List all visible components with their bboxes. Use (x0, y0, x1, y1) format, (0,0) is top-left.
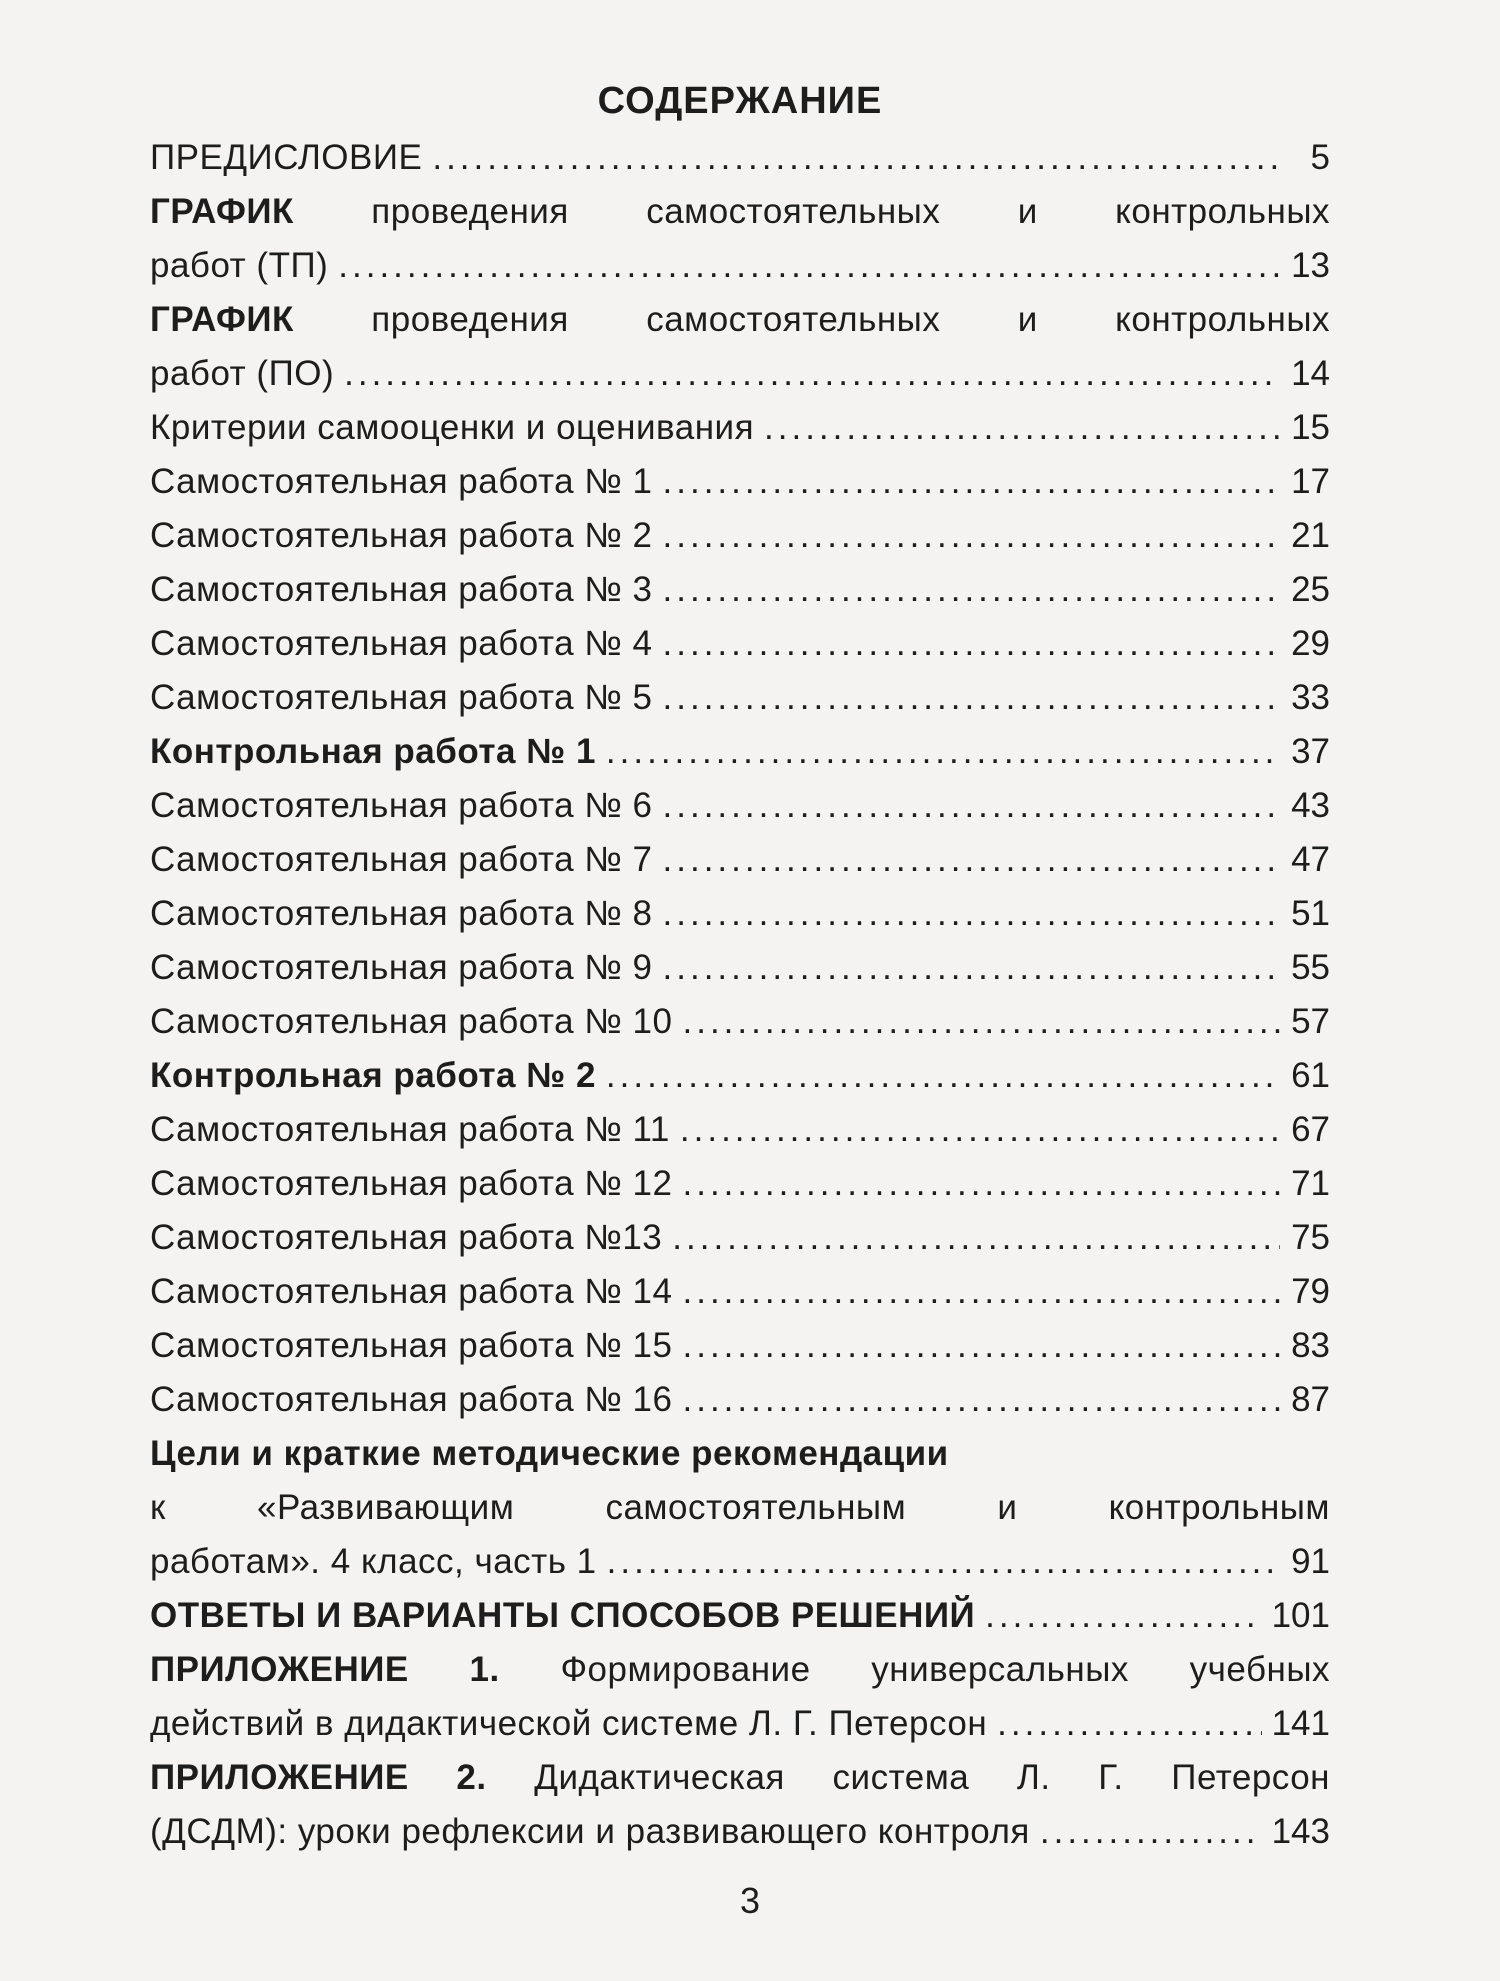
toc-page-number: 143 (1271, 1812, 1330, 1851)
dot-leader (683, 1373, 1281, 1427)
toc-page-number: 15 (1291, 408, 1330, 447)
dot-leader (663, 617, 1280, 671)
toc-entry-label: Самостоятельная работа № 12 (150, 1164, 673, 1203)
toc-page-number: 51 (1291, 894, 1330, 933)
table-of-contents (150, 80, 1330, 1859)
toc-entry-label: действий в дидактической системе Л. Г. Петерсон (150, 1704, 988, 1743)
toc-entry-label: Самостоятельная работа № 1 (150, 462, 653, 501)
toc-entry-heading: ПРИЛОЖЕНИЕ 1. (150, 1650, 500, 1689)
toc-entry-label: Самостоятельная работа № 3 (150, 570, 653, 609)
dot-leader (606, 725, 1280, 779)
toc-entry[interactable] (150, 509, 1330, 563)
toc-page-number: 67 (1291, 1110, 1330, 1149)
toc-entry[interactable] (150, 941, 1330, 995)
toc-title: СОДЕРЖАНИЕ (597, 80, 883, 122)
dot-leader (764, 401, 1280, 455)
toc-entry[interactable] (150, 1319, 1330, 1373)
toc-entry-label: Самостоятельная работа №13 (150, 1218, 663, 1257)
dot-leader (432, 131, 1280, 185)
dot-leader (607, 1535, 1280, 1589)
toc-page-number: 87 (1291, 1380, 1330, 1419)
toc-page-number: 57 (1291, 1002, 1330, 1041)
dot-leader (997, 1697, 1261, 1751)
toc-entry-label: ОТВЕТЫ И ВАРИАНТЫ СПОСОБОВ РЕШЕНИЙ (150, 1596, 976, 1635)
toc-entry[interactable] (150, 833, 1330, 887)
dot-leader (663, 671, 1280, 725)
toc-page-number: 29 (1291, 624, 1330, 663)
toc-entry[interactable] (150, 563, 1330, 617)
toc-page-number: 33 (1291, 678, 1330, 717)
dot-leader (338, 239, 1280, 293)
toc-entry[interactable] (150, 401, 1330, 455)
toc-entry[interactable] (150, 671, 1330, 725)
toc-entry-label: (ДСДМ): уроки рефлексии и развивающего контроля (150, 1812, 1030, 1851)
toc-entry[interactable] (150, 131, 1330, 185)
toc-entry[interactable] (150, 1427, 1330, 1589)
toc-page-number: 55 (1291, 948, 1330, 987)
toc-entry-text: проведения самостоятельных и контрольных (293, 300, 1330, 339)
toc-entry-label: Самостоятельная работа № 8 (150, 894, 653, 933)
toc-entry[interactable] (150, 725, 1330, 779)
toc-entry-label: Контрольная работа № 1 (150, 732, 596, 771)
toc-entry-label: Самостоятельная работа № 2 (150, 516, 653, 555)
toc-entry[interactable] (150, 887, 1330, 941)
toc-entry-label: работам». 4 класс, часть 1 (150, 1542, 597, 1581)
dot-leader (683, 1157, 1281, 1211)
toc-page-number: 91 (1291, 1542, 1330, 1581)
toc-entry-text: проведения самостоятельных и контрольных (293, 192, 1330, 231)
toc-entry-label: работ (ТП) (150, 246, 329, 285)
dot-leader (672, 1211, 1280, 1265)
toc-entry-label: Самостоятельная работа № 5 (150, 678, 653, 717)
toc-entry-heading: Цели и краткие методические рекомендации (150, 1434, 949, 1473)
toc-entry[interactable] (150, 995, 1330, 1049)
dot-leader (663, 941, 1280, 995)
dot-leader (1040, 1805, 1262, 1859)
page-number: 3 (739, 1880, 761, 1921)
dot-leader (663, 833, 1280, 887)
toc-entry[interactable] (150, 617, 1330, 671)
dot-leader (344, 347, 1280, 401)
dot-leader (663, 509, 1280, 563)
toc-entry[interactable] (150, 1751, 1330, 1859)
dot-leader (683, 995, 1281, 1049)
toc-page-number: 5 (1310, 138, 1330, 177)
toc-entry-label: Самостоятельная работа № 15 (150, 1326, 673, 1365)
toc-entry-label: работ (ПО) (150, 354, 335, 393)
toc-entry-label: Самостоятельная работа № 9 (150, 948, 653, 987)
toc-entry[interactable] (150, 185, 1330, 293)
toc-entry-heading: ГРАФИК (150, 300, 294, 339)
toc-entry[interactable] (150, 1211, 1330, 1265)
toc-page-number: 61 (1291, 1056, 1330, 1095)
toc-entry-label: Самостоятельная работа № 11 (150, 1110, 670, 1149)
toc-entry-label: Самостоятельная работа № 14 (150, 1272, 673, 1311)
toc-page-number: 83 (1291, 1326, 1330, 1365)
toc-entry[interactable] (150, 779, 1330, 833)
dot-leader (663, 455, 1280, 509)
toc-page-number: 71 (1291, 1164, 1330, 1203)
dot-leader (683, 1265, 1281, 1319)
toc-entry-label: Самостоятельная работа № 16 (150, 1380, 673, 1419)
dot-leader (663, 563, 1280, 617)
toc-entry-label: Самостоятельная работа № 7 (150, 840, 653, 879)
toc-entry-heading: ПРИЛОЖЕНИЕ 2. (150, 1758, 487, 1797)
toc-entry-text: Формирование универсальных учебных (499, 1650, 1330, 1689)
dot-leader (683, 1319, 1281, 1373)
toc-entry-label: Самостоятельная работа № 10 (150, 1002, 673, 1041)
toc-page-number: 13 (1291, 246, 1330, 285)
dot-leader (663, 887, 1280, 941)
toc-page-number: 47 (1291, 840, 1330, 879)
dot-leader (663, 779, 1280, 833)
toc-page-number: 141 (1271, 1704, 1330, 1743)
toc-entry-label: ПРЕДИСЛОВИЕ (150, 138, 423, 177)
toc-entry-text: Дидактическая система Л. Г. Петерсон (486, 1758, 1330, 1797)
toc-page-number: 37 (1291, 732, 1330, 771)
toc-entry-text: к «Развивающим самостоятельным и контрольным (150, 1488, 1330, 1527)
toc-entry-label: Самостоятельная работа № 4 (150, 624, 653, 663)
toc-entry[interactable] (150, 1157, 1330, 1211)
toc-page-number: 17 (1291, 462, 1330, 501)
toc-page-number: 43 (1291, 786, 1330, 825)
toc-entry-label: Самостоятельная работа № 6 (150, 786, 653, 825)
toc-page-number: 75 (1291, 1218, 1330, 1257)
toc-page-number: 25 (1291, 570, 1330, 609)
toc-entry[interactable] (150, 455, 1330, 509)
toc-entry[interactable] (150, 1265, 1330, 1319)
toc-page-number: 101 (1271, 1596, 1330, 1635)
toc-entry[interactable] (150, 1373, 1330, 1427)
toc-entry-label: Критерии самооценки и оценивания (150, 408, 755, 447)
toc-entry[interactable] (150, 1589, 1330, 1643)
toc-page-number: 79 (1291, 1272, 1330, 1311)
dot-leader (680, 1103, 1280, 1157)
dot-leader (985, 1589, 1261, 1643)
toc-entry[interactable] (150, 1643, 1330, 1751)
toc-page-number: 14 (1291, 354, 1330, 393)
toc-entry[interactable] (150, 1049, 1330, 1103)
dot-leader (606, 1049, 1280, 1103)
toc-entry[interactable] (150, 293, 1330, 401)
toc-entry[interactable] (150, 1103, 1330, 1157)
toc-entry-label: Контрольная работа № 2 (150, 1056, 596, 1095)
toc-entry-heading: ГРАФИК (150, 192, 294, 231)
toc-page-number: 21 (1291, 516, 1330, 555)
